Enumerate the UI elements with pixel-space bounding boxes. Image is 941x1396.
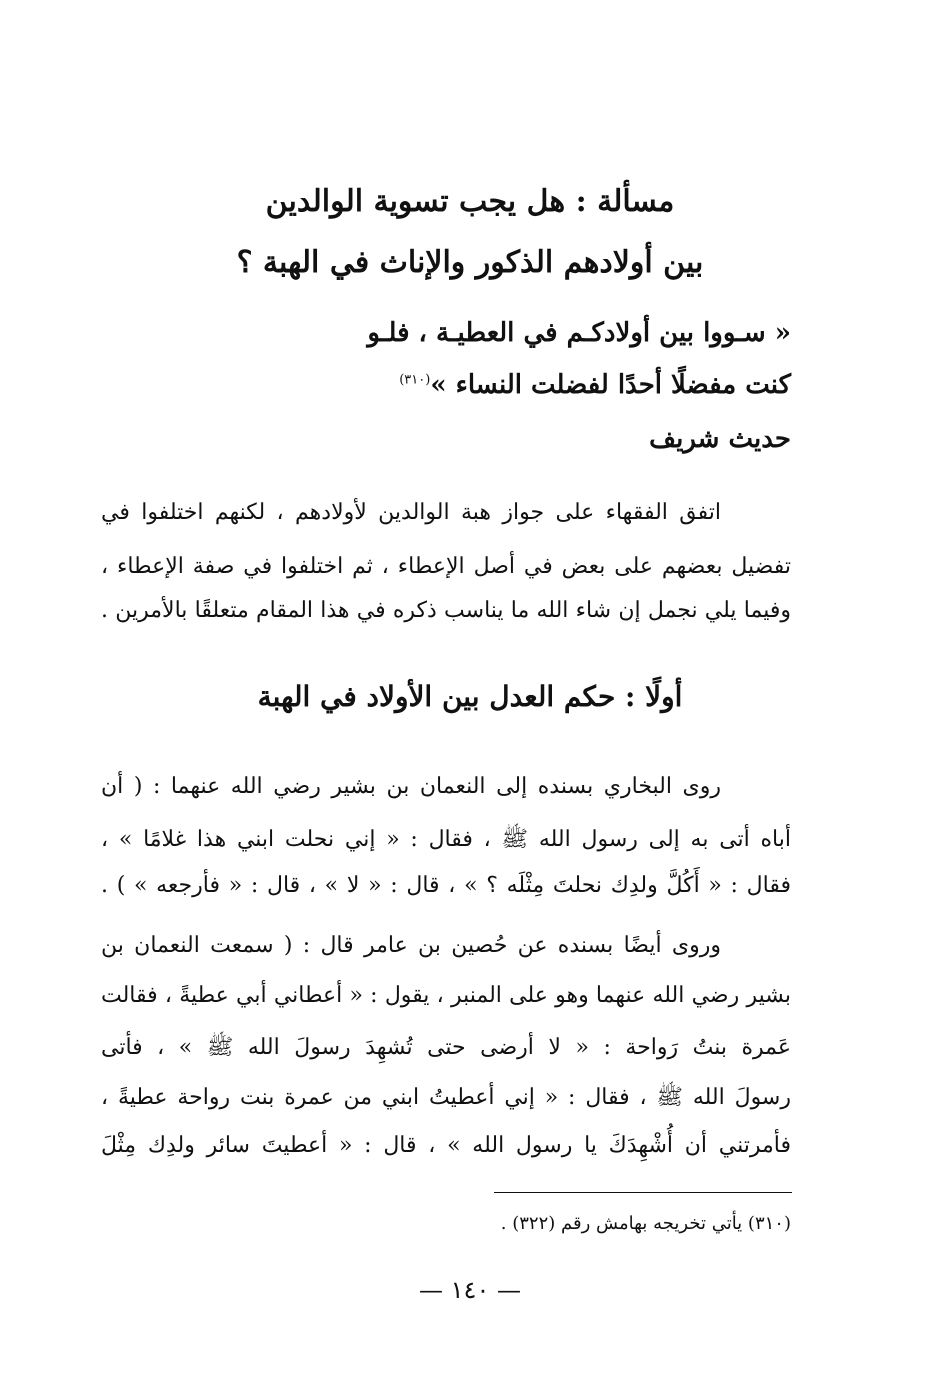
intro-paragraph-line: اتفق الفقهاء على جواز هبة الوالدين لأولادهم ، لكنهم اختلفوا في xyxy=(101,500,721,525)
husain-paragraph-line: رسولَ الله ﷺ ، فقال : « إني أعطيتُ ابني من عمرة بنت رواحة عطيةً ، xyxy=(101,1085,791,1110)
husain-paragraph-line: وروى أيضًا بسنده عن حُصين بن عامر قال : ( سمعت النعمان بن xyxy=(101,933,721,958)
footnote-divider xyxy=(494,1192,792,1193)
husain-paragraph-line: بشير رضي الله عنهما وهو على المنبر ، يقول : « أعطاني أبي عطيةً ، فقالت xyxy=(101,983,791,1008)
intro-paragraph-line: تفضيل بعضهم على بعض في أصل الإعطاء ، ثم اختلفوا في صفة الإعطاء ، xyxy=(101,554,791,579)
husain-paragraph-line: فأمرتني أن أُشْهِدَكَ يا رسول الله » ، قال : « أعطيتَ سائر ولدِك مِثْلَ xyxy=(101,1133,791,1158)
section-heading: أولًا : حكم العدل بين الأولاد في الهبة xyxy=(257,680,683,713)
bukhari-paragraph-line: روى البخاري بسنده إلى النعمان بن بشير رضي الله عنهما : ( أن xyxy=(101,774,721,799)
bukhari-paragraph-line: أباه أتى به إلى رسول الله ﷺ ، فقال : « إني نحلت ابني هذا غلامًا » ، xyxy=(101,827,791,852)
hadith-attribution: حديث شريف xyxy=(649,424,791,454)
page-title-line-2: بين أولادهم الذكور والإناث في الهبة ؟ xyxy=(236,245,704,280)
footnote-reference: (٣١٠) xyxy=(399,372,431,388)
page-title-line-1: مسألة : هل يجب تسوية الوالدين xyxy=(265,184,675,219)
intro-paragraph-line: وفيما يلي نجمل إن شاء الله ما يناسب ذكره في هذا المقام متعلقًا بالأمرين . xyxy=(101,598,791,623)
page-number: — ١٤٠ — xyxy=(419,1276,521,1304)
footnote: (٣١٠) يأتي تخريجه بهامش رقم (٣٢٢) . xyxy=(500,1213,791,1234)
hadith-quote-line-2 xyxy=(399,370,791,400)
hadith-quote-line-1: « سـووا بين أولادكـم في العطيـة ، فلـو xyxy=(367,318,791,348)
bukhari-paragraph-line: فقال : « أَكُلَّ ولدِك نحلتَ مِثْلَه ؟ » ، قال : « لا » ، قال : « فأرجعه » ) . xyxy=(101,873,791,898)
hadith-quote-text: كنت مفضلًا أحدًا لفضلت النساء » xyxy=(430,370,791,400)
husain-paragraph-line: عَمرة بنتُ رَواحة : « لا أرضى حتى تُشهِدَ رسولَ الله ﷺ » ، فأتى xyxy=(101,1035,791,1060)
